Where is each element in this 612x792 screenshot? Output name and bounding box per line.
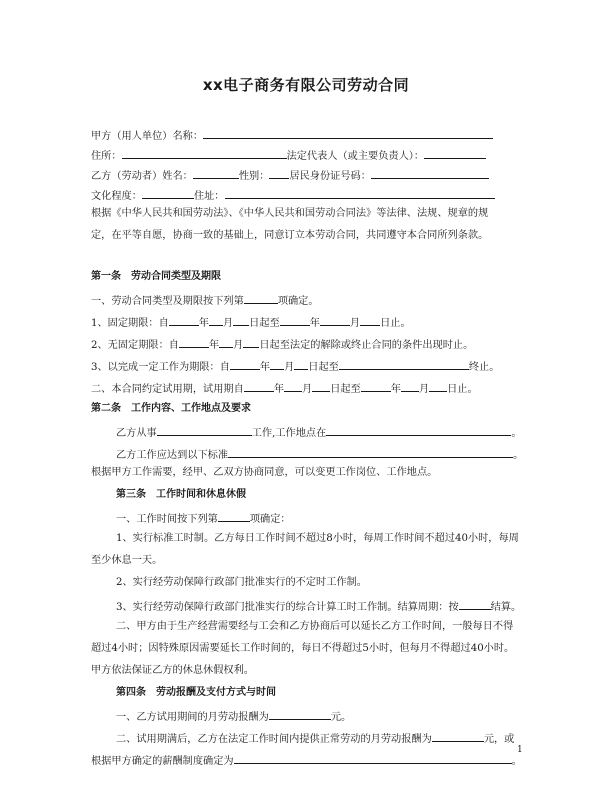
text: 终止。 [468,362,500,373]
text: 月 [349,318,361,329]
article1-task-term [0,358,612,375]
field[interactable] [230,358,260,370]
text: 年 [198,318,209,329]
text: 月 [284,362,295,373]
article3-p1 [0,510,612,527]
text: 月 [222,318,234,329]
id-label: 居民身份证号码： [289,171,371,182]
text: 日起至 [249,318,280,329]
gender-label: 性别： [238,171,270,182]
article3-p5: 二、甲方由于生产经营需要经与工会和乙方协商后可以延长乙方工作时间，一般每日不得 [116,621,514,632]
article4-heading: 第四条 劳动报酬及支付方式与时间 [116,687,276,698]
article4-p1 [0,708,612,725]
article1-heading: 第一条 劳动合同类型及期限 [91,271,221,282]
text: 日起至法定的解除或终止合同的条件出现时止。 [259,340,474,351]
field[interactable] [243,336,259,348]
field[interactable] [360,314,380,326]
text: 日止。 [380,318,411,329]
text: 月 [233,340,244,351]
text: 年 [273,384,284,395]
education-label: 文化程度： [91,191,142,202]
article3-p4 [0,598,612,615]
field[interactable] [219,336,233,348]
text: 乙方从事 [116,428,157,439]
article2-p3: 根据甲方工作需要，经甲、乙双方协商同意，可以变更工作岗位、工作地点。 [91,467,438,478]
article3-p5c: 甲方依法保证乙方的休息休假权利。 [91,665,254,676]
text: 一、劳动合同类型及期限按下列第 [91,296,244,307]
text: 项确定： [249,514,291,525]
article1-p1 [0,292,612,309]
text: 日起至 [308,362,339,373]
text: 年 [208,340,220,351]
text: 元。 [330,712,352,723]
text: 项确定。 [277,296,319,307]
article3-heading: 第三条 工作时间和休息休假 [116,489,246,500]
gender-field[interactable] [269,167,289,179]
residence-label: 住址： [193,191,225,202]
text: 根据甲方确定的薪酬制度确定为 [91,756,234,767]
field[interactable] [209,314,223,326]
article1-item-field[interactable] [244,292,278,304]
address-row [0,147,612,164]
text: 月 [418,384,430,395]
article2-p1 [0,424,612,441]
text: 一、工作时间按下列第 [116,514,218,525]
field[interactable] [294,358,308,370]
page-number: 1 [517,745,523,755]
text: 日止。 [447,384,478,395]
legal-rep-label: 法定代表人（或主要负责人）： [286,151,425,162]
legal-rep-field[interactable] [424,147,486,159]
field[interactable] [233,314,249,326]
text: 元，或 [483,734,515,745]
field[interactable] [179,336,209,348]
contract-title: xx电子商务有限公司劳动合同 [202,76,410,94]
field[interactable] [361,380,391,392]
text: 二、试用期满后，乙方在法定工作时间内提供正常劳动的月劳动报酬为 [116,734,432,745]
field[interactable] [284,380,302,392]
text: 。 [513,450,524,461]
text: 日起至 [330,384,361,395]
id-field[interactable] [371,167,489,179]
text: 年 [309,318,320,329]
location-field[interactable] [326,424,511,436]
salary-system-field[interactable] [234,752,512,764]
address-label: 住所： [91,151,122,162]
field[interactable] [218,510,250,522]
probation-pay-field[interactable] [269,708,331,720]
education-row [0,187,612,204]
address-field[interactable] [122,147,287,159]
text: 结算。 [490,602,522,613]
job-field[interactable] [157,424,252,436]
field[interactable] [312,380,330,392]
settlement-field[interactable] [459,598,491,610]
party-b-name-label: 乙方（劳动者）姓名： [91,171,193,182]
field[interactable] [244,380,274,392]
party-a-name-row [0,127,612,144]
text: 年 [259,362,271,373]
party-b-row [0,167,612,184]
article1-probation [0,380,612,397]
article1-open-term [0,336,612,353]
preamble-line-1: 根据《中华人民共和国劳动法》、《中华人民共和国劳动合同法》等法律、法规、规章的规 [91,208,489,219]
text: 1、固定期限：自 [91,318,169,329]
text: 。 [511,756,522,767]
text: 3、以完成一定工作为期限：自 [91,362,230,373]
text: 二、本合同约定试用期，试用期自 [91,384,244,395]
text: 月 [302,384,313,395]
field[interactable] [320,314,350,326]
text: 2、无固定期限：自 [91,340,179,351]
article1-fixed-term [0,314,612,331]
article3-p2b: 至少休息一天。 [91,555,163,566]
residence-field[interactable] [225,187,495,199]
field[interactable] [401,380,419,392]
preamble-line-2: 定，在平等自愿，协商一致的基础上，同意订立本劳动合同，共同遵守本合同所列条款。 [91,230,489,241]
party-b-name-field[interactable] [193,167,239,179]
field[interactable] [280,314,310,326]
text: 。 [511,428,522,439]
education-field[interactable] [142,187,194,199]
party-a-name-label: 甲方（用人单位）名称： [91,131,204,142]
article3-p2: 1、实行标准工时制。乙方每日工作时间不超过8小时，每周工作时间不超过40小时，每周 [116,533,519,544]
field[interactable] [339,358,469,370]
field[interactable] [270,358,284,370]
text: 一、乙方试用期间的月劳动报酬为 [116,712,269,723]
field[interactable] [169,314,199,326]
monthly-pay-field[interactable] [432,730,484,742]
party-a-name-field[interactable] [203,127,493,139]
text: 乙方工作应达到以下标准 [116,450,229,461]
article2-p2 [0,446,612,463]
article3-p5b: 超过4小时；因特殊原因需要延长工作时间的，每日不得超过5小时，但每月不得超过40小时。 [91,643,515,654]
article2-heading: 第二条 工作内容、工作地点及要求 [91,403,251,414]
article3-p3: 2、实行经劳动保障行政部门批准实行的不定时工作制。 [116,577,367,588]
field[interactable] [429,380,447,392]
text: 3、实行经劳动保障行政部门批准实行的综合计算工时工作制。结算周期：按 [116,602,459,613]
text: 工作,工作地点在 [251,428,327,439]
standard-field[interactable] [228,446,513,458]
text: 年 [390,384,401,395]
